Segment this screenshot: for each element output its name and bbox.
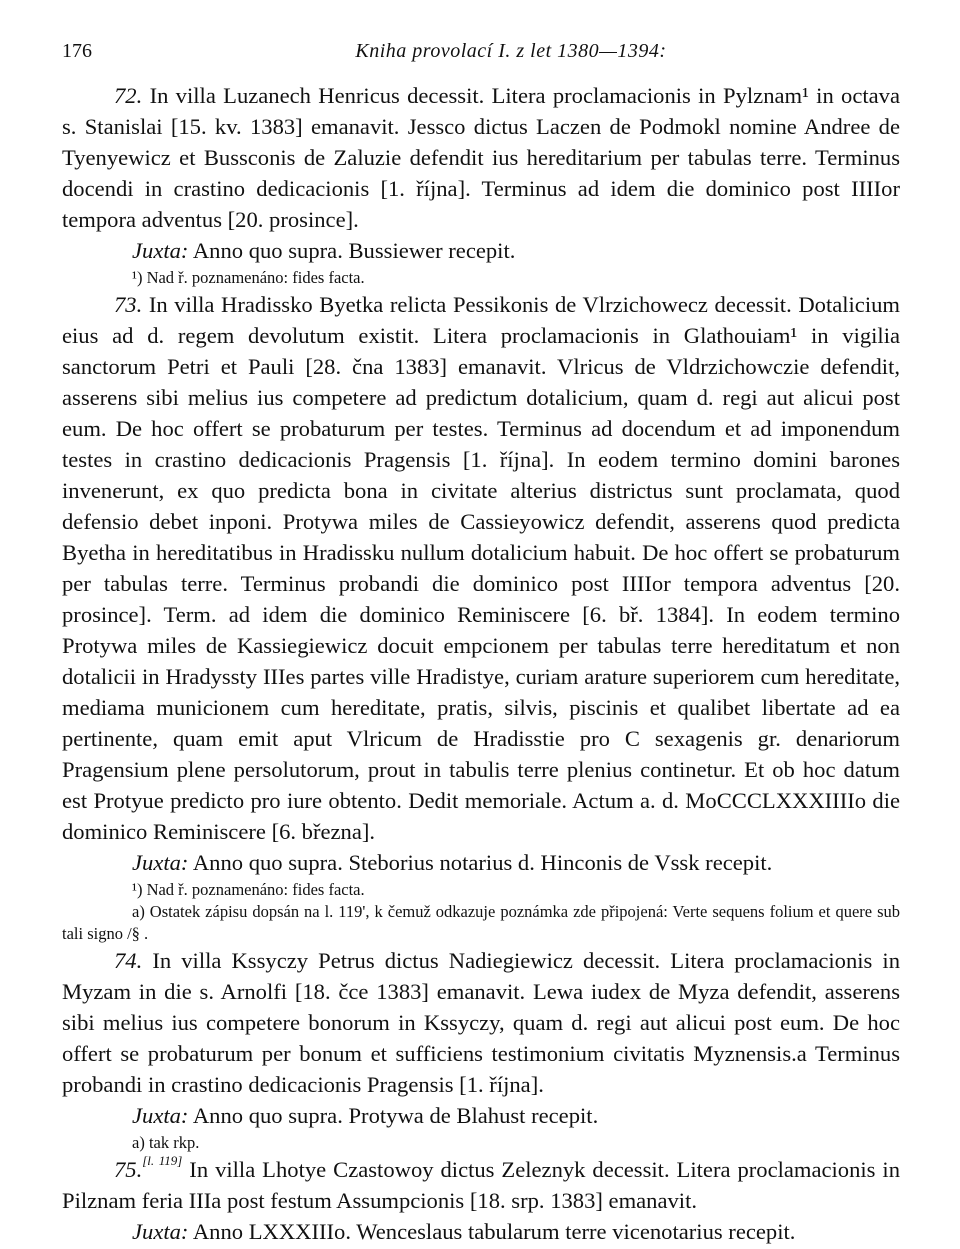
- entry-text: In villa Hradissko Byetka relicta Pessikonis de Vlrzichowecz decessit. Dotalicium eius ad d. regem devolutum existit. Litera proclamacionis in Glathouiam¹ in vigilia sanctorum Petri et Pauli [28. čna 1383] emanavit. Vlricus de Vldrzichowczie defendit, asserens sibi melius ius competere ad predictum dotalicium, quam d. regi aut alicui post eum. De hoc offert se probaturum per testes. Terminus ad docendum et ad imponendum testes in crastino dedicacionis Pragensis [1. října]. In eodem termino domini barones invenerunt, ex quo predicta bona in civitate alterius districtus sunt proclamata, quod defensio debet inponi. Protywa miles de Cassieyowicz defendit, asserens quod predicta Byetha in hereditatibus in Hradissku nullum dotalicium habuit. De hoc offert se probaturum per tabulas terre. Terminus probandi die dominico post IIIIor tempora adventus [20. prosince]. Term. ad idem die dominico Reminiscere [6. bř. 1384]. In eodem termino Protywa miles de Kassiegiewicz docuit empcionem per tabulas terre hereditatum et non dotalicii in Hradyssty IIIes partes ville Hradistye, curiam arature superiorem cum hereditate, mediama municionem cum hereditate, pratis, silvis, piscinis et qualibet libertate ad ea pertinente, quam emit aput Vlricum de Hradisstie pro C sexagenis gr. denariorum Pragensium plene persolutorum, prout in tabulis terre plenius continetur. Et ob hoc datum est Protyue predicto pro iure obtento. Dedit memoriale. Actum a. d. MoCCCLXXXIIIIo die dominico Reminiscere [6. března].: [62, 292, 900, 844]
- juxta-text: Anno quo supra. Protywa de Blahust recepit.: [192, 1103, 599, 1128]
- entry-73: [62, 289, 900, 847]
- juxta-text: Anno quo supra. Steborius notarius d. Hinconis de Vssk recepit.: [192, 850, 773, 875]
- juxta-label: Juxta:: [132, 1103, 189, 1128]
- footnote: a) Ostatek zápisu dopsán na l. 119', k čemuž odkazuje poznámka zde připojená: Verte sequens folium et quere sub tali signo /§ .: [62, 902, 900, 943]
- entry-74: [62, 945, 900, 1100]
- page-header: [62, 36, 900, 80]
- entry-75: [62, 1154, 900, 1216]
- entry-72: [62, 80, 900, 235]
- juxta-line: [62, 847, 900, 878]
- entry-text: In villa Lhotye Czastowoy dictus Zeleznyk decessit. Litera proclamacionis in Pilznam feria IIIa post festum Assumpcionis [18. srp. 1383] emanavit.: [62, 1157, 900, 1213]
- juxta-text: Anno quo supra. Bussiewer recepit.: [192, 238, 516, 263]
- entry-text: In villa Kssyczy Petrus dictus Nadiegiewicz decessit. Litera proclamacionis in Myzam in die s. Arnolfi [18. čce 1383] emanavit. Lewa iudex de Myza defendit, asserens sibi melius ius competere bonorum in Kssyczy, quam d. regi aut alicui post eum. De hoc offert se probaturum per bonum et sufficiens testimonium civitatis Myznensis.a Terminus probandi in crastino dedicacionis Pragensis [1. října].: [62, 948, 900, 1097]
- footnote: ¹) Nad ř. poznamenáno: fides facta.: [132, 880, 365, 899]
- footnote: ¹) Nad ř. poznamenáno: fides facta.: [132, 268, 365, 287]
- entry-number: 74.: [114, 948, 143, 973]
- entry-number: 72.: [114, 83, 143, 108]
- page-number: 176: [62, 40, 92, 62]
- juxta-line: [62, 1100, 900, 1131]
- running-title: Kniha provolací I. z let 1380—1394:: [355, 40, 667, 62]
- footnote: a) tak rkp.: [132, 1133, 200, 1152]
- juxta-text: Anno LXXXIIIo. Wenceslaus tabularum terre vicenotarius recepit.: [192, 1219, 796, 1244]
- entry-number: 73.: [114, 292, 143, 317]
- document-page: [62, 36, 900, 1247]
- juxta-label: Juxta:: [132, 238, 189, 263]
- juxta-label: Juxta:: [132, 1219, 189, 1244]
- entry-text: In villa Luzanech Henricus decessit. Litera proclamacionis in Pylznam¹ in octava s. Stanislai [15. kv. 1383] emanavit. Jessco dictus Laczen de Podmokl nomine Andree de Tyenyewicz et Bussconis de Zaluzie defendit ius hereditarium per tabulas terre. Terminus docendi in crastino dedicacionis [1. října]. Terminus ad idem die dominico post IIIIor tempora adventus [20. prosince].: [62, 83, 900, 232]
- juxta-label: Juxta:: [132, 850, 189, 875]
- juxta-line: [62, 1216, 900, 1247]
- folio-marker: [l. 119]: [142, 1153, 183, 1168]
- entry-number: 75.: [114, 1157, 143, 1182]
- juxta-line: [62, 235, 900, 266]
